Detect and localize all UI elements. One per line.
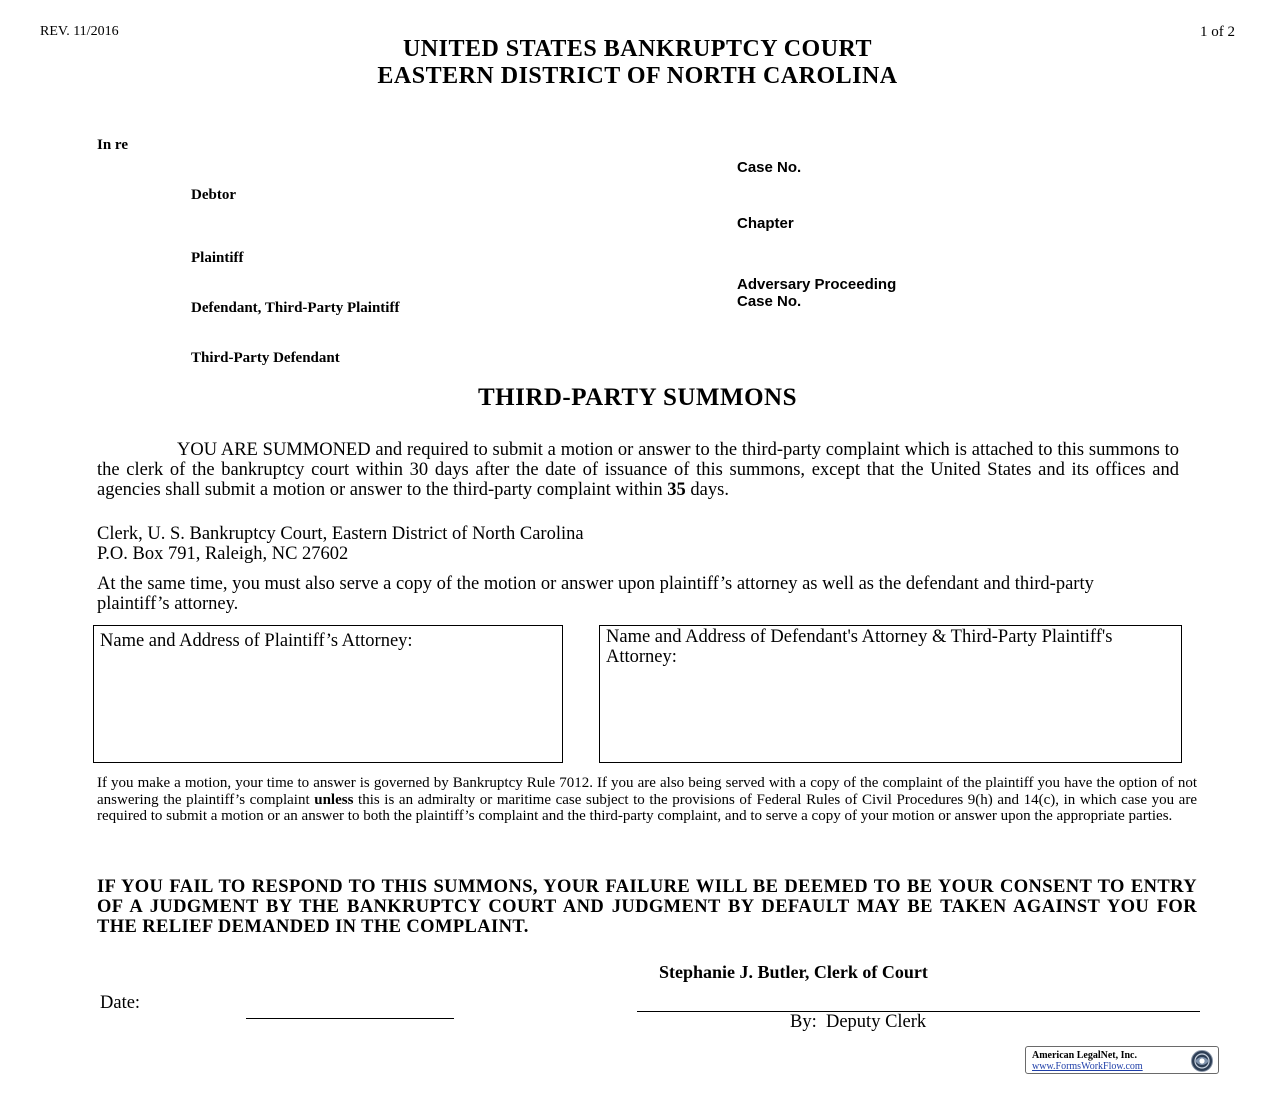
notice-text-end: this is an admiralty or maritime case subject to the provisions of Federal Rules of Civil Procedures 9(h) and 14(c), in which case you are required to submit a motion or an answer to both the plaintiff’s complaint and the third-party complaint, and to serve a copy of your motion or answer upon the appropriate parties.	[97, 791, 1197, 824]
defendant-attorney-box[interactable]	[599, 625, 1182, 763]
plaintiff-attorney-label: Name and Address of Plaintiff’s Attorney:	[100, 631, 413, 651]
case-no-label: Case No.	[737, 159, 802, 176]
third-party-defendant-label: Third-Party Defendant	[191, 350, 340, 366]
motion-notice-paragraph	[97, 775, 1197, 825]
clerk-address-line2: P.O. Box 791, Raleigh, NC 27602	[97, 544, 349, 564]
globe-logo-icon	[1190, 1049, 1214, 1073]
american-legalnet-logo[interactable]	[1025, 1046, 1219, 1074]
summons-paragraph	[97, 440, 1179, 500]
defendant-label: Defendant, Third-Party Plaintiff	[191, 300, 400, 316]
default-judgment-warning: IF YOU FAIL TO RESPOND TO THIS SUMMONS, YOUR FAILURE WILL BE DEEMED TO BE YOUR CONSENT TO ENTRY OF A JUDGMENT BY THE BANKRUPTCY COURT AND JUDGMENT BY DEFAULT MAY BE TAKEN AGAINST YOU FOR THE RELIEF DEMANDED IN THE COMPLAINT.	[97, 877, 1197, 937]
plaintiff-label: Plaintiff	[191, 250, 244, 266]
serve-paragraph: At the same time, you must also serve a copy of the motion or answer upon plaintiff’s attorney as well as the defendant and third-party plaintiff’s attorney.	[97, 574, 1094, 614]
plaintiff-attorney-box[interactable]	[93, 625, 563, 763]
in-re-label: In re	[97, 137, 128, 153]
defendant-attorney-label: Name and Address of Defendant's Attorney & Third-Party Plaintiff's Attorney:	[606, 627, 1113, 667]
document-title: THIRD-PARTY SUMMONS	[477, 384, 798, 411]
debtor-label: Debtor	[191, 187, 236, 203]
summons-text-end: days.	[685, 480, 729, 500]
court-district: EASTERN DISTRICT OF NORTH CAROLINA	[377, 63, 898, 89]
notice-unless: unless	[314, 791, 354, 808]
page-number: 1 of 2	[1200, 24, 1235, 40]
logo-company-name: American LegalNet, Inc.	[1032, 1050, 1137, 1061]
court-name: UNITED STATES BANKRUPTCY COURT	[402, 36, 873, 62]
adversary-line2: Case No.	[737, 293, 802, 310]
days-35: 35	[667, 480, 686, 500]
adversary-proceeding-label	[737, 276, 896, 310]
clerk-of-court-name: Stephanie J. Butler, Clerk of Court	[659, 962, 928, 982]
clerk-address-line1: Clerk, U. S. Bankruptcy Court, Eastern District of North Carolina	[97, 524, 584, 544]
chapter-label: Chapter	[737, 215, 794, 232]
deputy-clerk-label: By: Deputy Clerk	[790, 1012, 927, 1032]
summons-text: YOU ARE SUMMONED and required to submit a motion or answer to the third-party complaint which is attached to this summons to the clerk of the bankruptcy court within 30 days after the date of issuance of this summons, except that the United States and its offices and agencies shall submit a motion or answer to the third-party complaint within	[97, 440, 1179, 500]
adversary-line1: Adversary Proceeding	[737, 276, 897, 293]
date-label: Date:	[100, 993, 141, 1013]
notice-text: If you make a motion, your time to answer is governed by Bankruptcy Rule 7012. If you are also being served with a copy of the complaint of the plaintiff you have the option of not answering the plaintiff’s complaint	[97, 775, 1197, 808]
revision-date: REV. 11/2016	[40, 24, 119, 39]
date-signature-line[interactable]	[246, 1018, 454, 1019]
logo-url-link[interactable]: www.FormsWorkFlow.com	[1032, 1061, 1143, 1072]
